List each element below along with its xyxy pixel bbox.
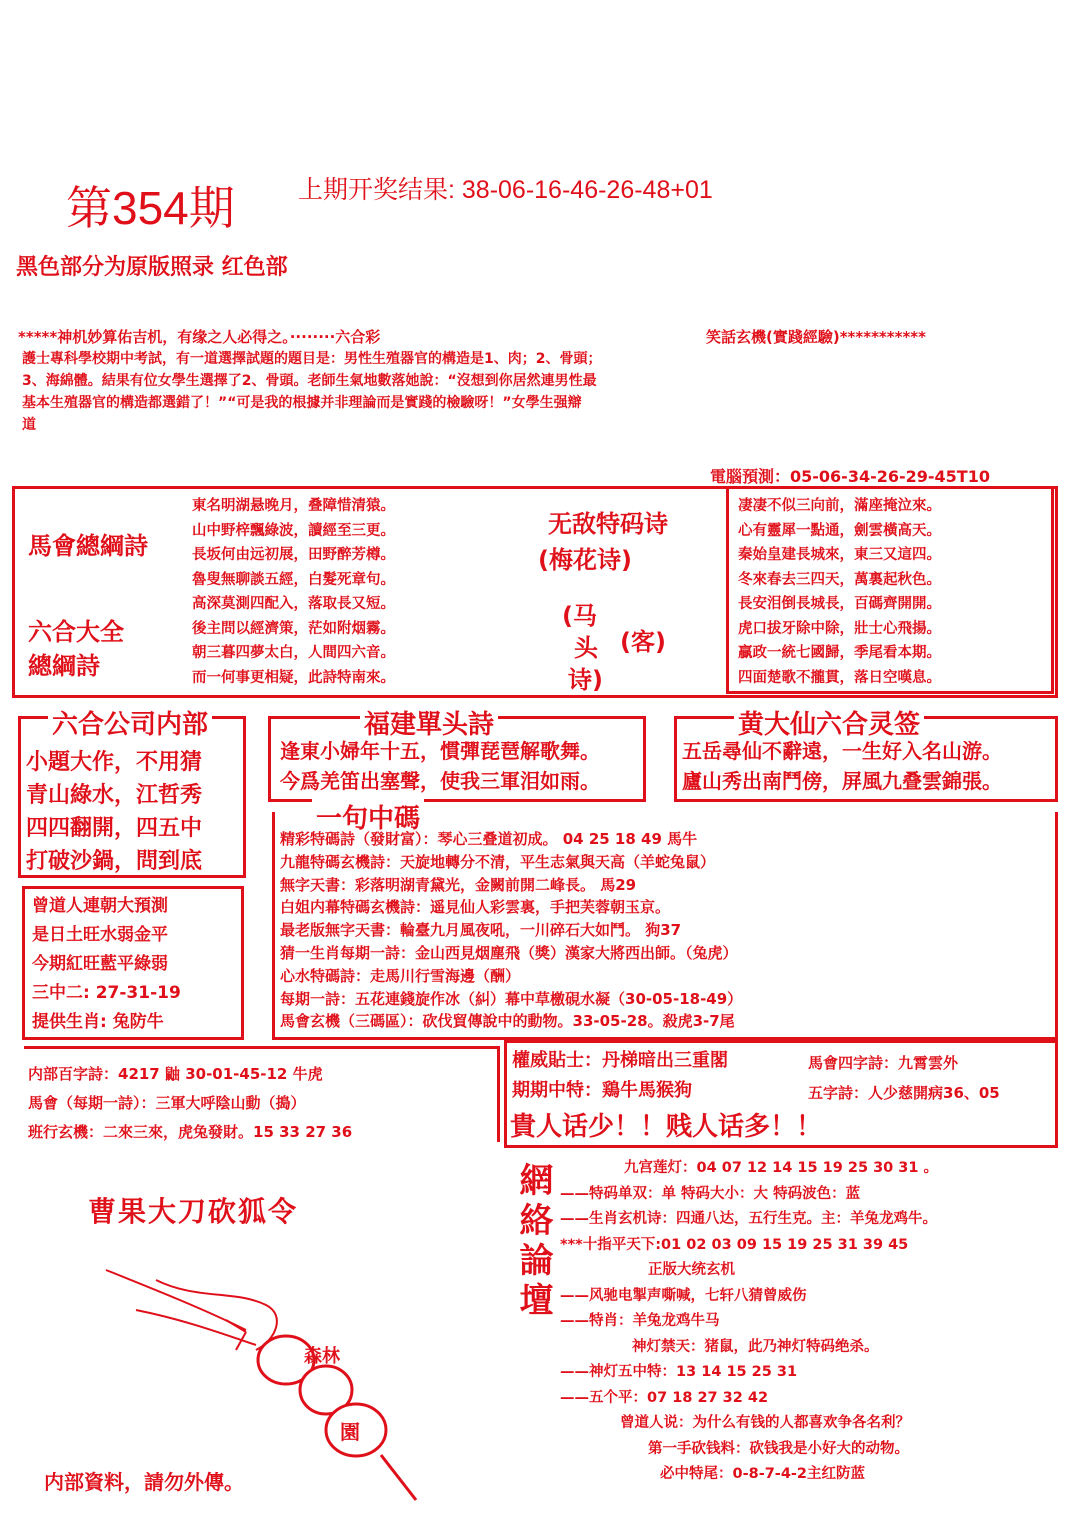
poem-line: 東名明湖悬晚月，叠障惜清猿。 — [192, 498, 395, 514]
daoren-line: 今期紅旺藍平綠弱 — [32, 954, 168, 974]
poem-line: 朝三暮四夢太白，人間四六音。 — [192, 645, 395, 661]
issue-number: 第354期 — [66, 182, 235, 234]
poem-line: 後主問以經濟策，茫如附烟霧。 — [192, 620, 395, 637]
inner-line: 馬會（每期一詩）：三軍大呼陰山動（搗） — [28, 1094, 306, 1112]
mid-title-1: 无敌特码诗 — [548, 510, 668, 538]
computer-prediction: 電腦預測：05-06-34-26-29-45T10 — [710, 467, 990, 486]
mid-vert-3: 诗) — [568, 666, 603, 694]
liuhe-line: 四四翻開，四五中 — [26, 816, 203, 841]
poem-line: 四面楚歌不攏貫，落日空嘆息。 — [738, 669, 941, 686]
forum-lines — [560, 1156, 938, 1488]
forum-line: 正版大统玄机 — [648, 1262, 735, 1278]
poem-line: 虎口拔牙除中除，壯士心飛揚。 — [738, 620, 941, 637]
mid-ke: (客) — [620, 628, 666, 656]
fujian-line: 今爲羌笛出塞聲，使我三軍泪如雨。 — [280, 769, 600, 793]
poem-line: 魯叟無聊談五經，白髮死章句。 — [192, 571, 395, 588]
forum-line: ——风驰电掣声嘶喊，七轩八猜曾威伤 — [560, 1287, 807, 1304]
fujian-lines — [280, 736, 600, 796]
inner-lines — [28, 1060, 352, 1147]
poem-line: 心有靈犀一點通，劍雲橫高天。 — [738, 522, 941, 539]
forum-line: 必中特尾：0-8-7-4-2主红防蓝 — [660, 1466, 866, 1482]
yiju-line: 心水特碼詩：走馬川行雪海邊（酬） — [280, 966, 521, 985]
joke-line: 道 — [22, 417, 36, 433]
poem-line: 秦始皇建長城來，東三又這四。 — [738, 547, 941, 563]
huangdaxian-title: 黄大仙六合灵签 — [734, 704, 924, 741]
poem-line: 冬來春去三四天，萬裏起秋色。 — [738, 571, 941, 588]
daoren-title: 曾道人連朝大預測 — [32, 896, 168, 916]
slogan: 貴人话少！！贱人话多！！ — [510, 1112, 823, 1142]
poem-title-liuhe: 六合大全 — [28, 618, 124, 646]
fujian-title: 福建單头詩 — [360, 704, 498, 741]
mid-title-2: (梅花诗) — [538, 546, 632, 574]
yiju-title: 一句中碼 — [312, 798, 424, 835]
forum-line: ——神灯五中特：13 14 15 25 31 — [560, 1364, 798, 1380]
yiju-line: 猜一生肖每期一詩：金山西見烟塵飛（獎）漢家大將西出師。（兔虎） — [280, 943, 738, 962]
forum-line: ——特码单双：单 特码大小：大 特码波色：蓝 — [560, 1185, 861, 1202]
poem-line: 凄凄不似三向前，滿座掩泣來。 — [738, 498, 941, 514]
joke-line: 護士專科學校期中考試，有一道選擇試題的題目是：男性生殖器官的構造是1、肉；2、骨頭； — [22, 351, 602, 367]
poem-line: 長安泪倒長城長，百碼齊開開。 — [738, 596, 941, 612]
yiju-line: 最老版無字天書：輪臺九月風夜吼，一川碎石大如鬥。 狗37 — [280, 921, 682, 940]
yiju-line: 馬會玄機（三碼區）：砍伐貿傳說中的動物。33-05-28。殺虎3-7尾 — [280, 1012, 735, 1031]
daoren-lines — [32, 892, 181, 1037]
daoren-line: 三中二: 27-31-19 — [32, 983, 181, 1003]
poem-line: 而一何事更相疑，此詩特南來。 — [192, 669, 395, 686]
banner-left: *****神机妙算佑吉机，有缘之人必得之。········六合彩 — [18, 328, 381, 346]
forum-line: ***十指平天下:01 02 03 09 15 19 25 31 39 45 — [560, 1236, 909, 1253]
bottom-left-title: 曹果大刀砍狐令 — [88, 1195, 299, 1228]
authority-line: 馬會四字詩：九霄雲外 — [808, 1054, 959, 1072]
poem-line: 山中野梓飄綠波，讀經至三更。 — [192, 522, 395, 539]
huang-line: 五岳尋仙不辭遠，一生好入名山游。 — [682, 739, 1002, 763]
authority-right — [808, 1048, 1000, 1108]
inner-line: 内部百字詩：4217 鼬 30-01-45-12 牛虎 — [28, 1065, 323, 1083]
forum-line: 第一手砍钱料：砍钱我是小好大的动物。 — [648, 1440, 909, 1457]
liuhe-company-title: 六合公司内部 — [48, 704, 212, 741]
forum-line: ——特肖：羊兔龙鸡牛马 — [560, 1313, 720, 1329]
forum-line: 神灯禁天：猪鼠，此乃神灯特码绝杀。 — [632, 1338, 879, 1355]
banner-right: 笑話玄機(實踐經驗)*********** — [706, 328, 926, 346]
seal-text-2: 園 — [340, 1420, 360, 1444]
poem-title-main: 馬會總綱詩 — [28, 532, 148, 560]
joke-line: 3、海綿體。結果有位女學生選擇了2、骨頭。老師生氣地數落她說：“沒想到你居然連男性最 — [22, 373, 597, 389]
yiju-line: 白姐内幕特碼玄機詩：遥見仙人彩雲裏，手把芙蓉朝玉京。 — [280, 898, 671, 917]
source-note: 黑色部分为原版照录 红色部 — [16, 255, 288, 280]
forum-vertical-title: 網絡論壇 — [513, 1162, 553, 1322]
liuhe-company-lines — [26, 746, 202, 878]
last-draw-result: 上期开奖结果: 38-06-16-46-26-48+01 — [298, 176, 713, 204]
huangdaxian-lines — [682, 736, 1002, 796]
daoren-line: 提供生肖: 兔防牛 — [32, 1012, 164, 1032]
right-poem — [738, 494, 941, 690]
inner-line: 班行玄機：二來三來，虎兔發財。15 33 27 36 — [28, 1123, 353, 1141]
authority-line: 期期中特：鶏牛馬猴狗 — [512, 1080, 692, 1101]
joke-text — [22, 348, 1062, 436]
yiju-lines — [280, 828, 742, 1033]
authority-left — [512, 1046, 728, 1106]
daoren-line: 是日土旺水弱金平 — [32, 925, 168, 945]
authority-line: 五字詩：人少慈開病36、05 — [808, 1084, 1000, 1102]
poem-middle-box — [520, 486, 730, 489]
forum-line: ——生肖玄机诗：四通八达，五行生克。主：羊兔龙鸡牛。 — [560, 1211, 937, 1227]
yiju-line: 每期一詩：五花連錢旋作冰（糾）幕中草檄硯水凝（30-05-18-49） — [280, 989, 743, 1008]
authority-line: 權威貼士：丹梯暗出三重閣 — [512, 1050, 728, 1071]
liuhe-line: 小題大作，不用猜 — [26, 750, 203, 775]
fujian-line: 逢東小婦年十五，慣彈琵琶解歌舞。 — [280, 739, 600, 763]
forum-line: ——五个平：07 18 27 32 42 — [560, 1389, 769, 1406]
huang-line: 廬山秀出南鬥傍，屏風九叠雲錦張。 — [682, 769, 1002, 793]
mid-vert-1: (马 — [562, 602, 597, 630]
bottom-left-footer: 内部資料，請勿外傳。 — [44, 1470, 244, 1494]
liuhe-line: 打破沙鍋，問到底 — [26, 849, 203, 874]
yiju-line: 精彩特碼詩（發財富）：琴心三叠道初成。 04 25 18 49 馬牛 — [280, 830, 698, 848]
seal-text: 森林 — [304, 1346, 340, 1367]
forum-line: 九宫莲灯：04 07 12 14 15 19 25 30 31 。 — [624, 1160, 939, 1176]
poem-line: 贏政一統七國歸，季尾看本期。 — [738, 645, 941, 661]
joke-line: 基本生殖器官的構造都選錯了！”“可是我的根據并非理論而是實踐的檢驗呀！”女學生强辯 — [22, 395, 582, 411]
left-poem — [192, 494, 395, 690]
yiju-line: 九龍特碼玄機詩：天旋地轉分不清，平生志氣與天高（羊蛇兔鼠） — [280, 852, 716, 871]
liuhe-line: 青山綠水，江哲秀 — [26, 783, 203, 808]
poem-title-liuhe-sub: 總綱詩 — [28, 652, 100, 680]
poem-line: 高深莫測四配入，落取長又短。 — [192, 596, 395, 612]
mid-vert-2: 头 — [574, 634, 598, 662]
yiju-line: 無字天書：彩落明湖青黛光，金闕前開二峰長。 馬29 — [280, 875, 637, 894]
forum-line: 曾道人说：为什么有钱的人都喜欢争各名利？ — [620, 1415, 910, 1431]
poem-line: 長坂何由远初展，田野醉芳樽。 — [192, 547, 395, 563]
